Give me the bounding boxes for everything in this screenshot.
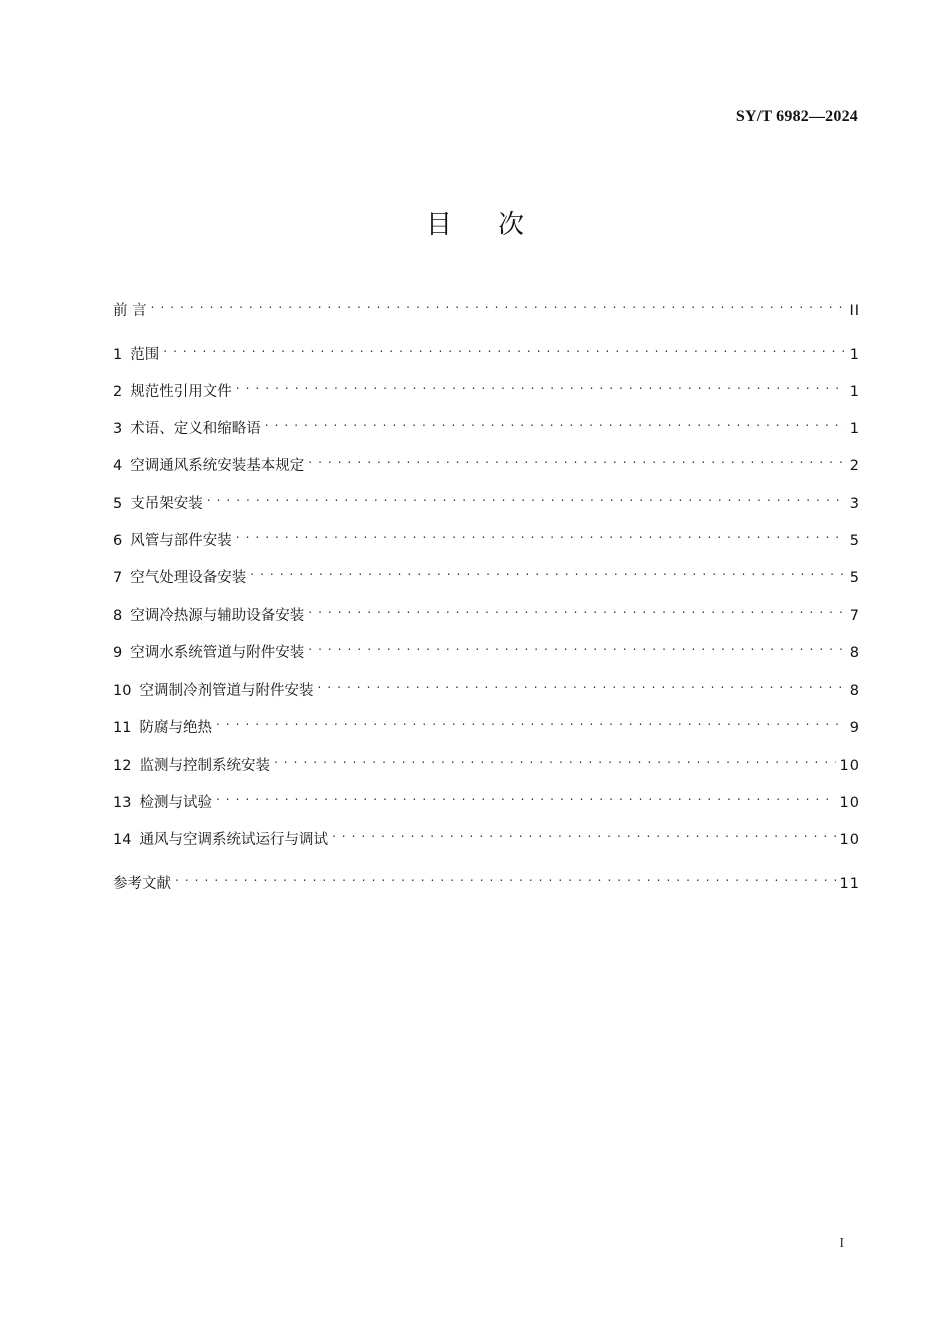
toc-entry-page: 10 [839, 832, 860, 848]
toc-leader-dots [317, 673, 845, 695]
toc-entry-label: 支吊架安装 [130, 496, 203, 512]
toc-leader-dots [216, 785, 836, 807]
toc-entry-label: 范围 [130, 347, 160, 363]
toc-entry-1[interactable] [113, 337, 860, 363]
toc-entry-number: 1 [113, 347, 123, 363]
page-title: 目次 [425, 210, 570, 240]
toc-leader-dots [175, 866, 836, 888]
toc-entry-8[interactable] [113, 598, 860, 624]
toc-entry-page: 5 [849, 570, 860, 586]
toc-entry-page: 1 [849, 347, 860, 363]
toc-entry-number: 3 [113, 421, 123, 437]
toc-entry-page: 1 [849, 421, 860, 437]
toc-entry-page: 3 [849, 496, 860, 512]
toc-entry-label: 通风与空调系统试运行与调试 [139, 832, 328, 848]
standard-number: SY/T 6982—2024 [735, 108, 858, 125]
toc-entry-page: 2 [849, 458, 860, 474]
toc-entry-label: 前 言 [113, 303, 147, 319]
toc-leader-dots [308, 635, 846, 657]
toc-entry-page: 10 [839, 758, 860, 774]
toc-entry-label: 空调制冷剂管道与附件安装 [139, 683, 314, 699]
toc-leader-dots [207, 486, 846, 508]
toc-entry-7[interactable] [113, 560, 860, 586]
toc-leader-dots [332, 822, 836, 844]
toc-entry-number: 13 [113, 795, 132, 811]
toc-entry-4[interactable] [113, 448, 860, 474]
toc-entry-label: 监测与控制系统安装 [139, 758, 270, 774]
toc-leader-dots [236, 523, 846, 545]
toc-entry-number: 11 [113, 720, 132, 736]
toc-entry-9[interactable] [113, 635, 860, 661]
toc-entry-6[interactable] [113, 523, 860, 549]
toc-entry-14[interactable] [113, 822, 860, 848]
toc-entry-page: II [849, 303, 860, 319]
toc-entry-page: 11 [839, 876, 860, 892]
toc-entry-label: 空气处理设备安装 [130, 570, 247, 586]
toc-entry-references[interactable] [113, 866, 860, 892]
toc-entry-2[interactable] [113, 374, 860, 400]
toc-leader-dots [163, 337, 846, 359]
toc-leader-dots [274, 748, 836, 770]
toc-entry-13[interactable] [113, 785, 860, 811]
toc-entry-12[interactable] [113, 748, 860, 774]
toc-leader-dots [308, 598, 846, 620]
toc-entry-page: 8 [849, 645, 860, 661]
page-number: I [839, 1236, 844, 1251]
toc-leader-dots [250, 560, 846, 582]
toc-entry-page: 10 [839, 795, 860, 811]
toc-entry-page: 9 [849, 720, 860, 736]
toc-entry-label: 防腐与绝热 [139, 720, 212, 736]
toc-entry-number: 12 [113, 758, 132, 774]
toc-entry-label: 空调水系统管道与附件安装 [130, 645, 305, 661]
toc-entry-label: 风管与部件安装 [130, 533, 232, 549]
toc-entry-foreword[interactable] [113, 293, 860, 319]
toc-entry-5[interactable] [113, 486, 860, 512]
toc-entry-3[interactable] [113, 411, 860, 437]
toc-entry-label: 检测与试验 [139, 795, 212, 811]
toc-entry-11[interactable] [113, 710, 860, 736]
toc-entry-label: 术语、定义和缩略语 [130, 421, 261, 437]
toc-entry-number: 5 [113, 496, 123, 512]
toc-entry-number: 14 [113, 832, 132, 848]
toc-entry-number: 4 [113, 458, 123, 474]
toc-entry-10[interactable] [113, 673, 860, 699]
toc-entry-number: 2 [113, 384, 123, 400]
toc-entry-number: 8 [113, 608, 123, 624]
toc-leader-dots [236, 374, 846, 396]
toc-entry-number: 7 [113, 570, 123, 586]
toc-entry-number: 10 [113, 683, 132, 699]
toc-leader-dots [216, 710, 846, 732]
toc-leader-dots [308, 448, 846, 470]
toc-entry-page: 5 [849, 533, 860, 549]
toc-entry-number: 6 [113, 533, 123, 549]
toc-entry-page: 8 [849, 683, 860, 699]
toc-entry-label: 规范性引用文件 [130, 384, 232, 400]
toc-entry-number: 9 [113, 645, 123, 661]
toc-leader-dots [151, 293, 846, 315]
toc-entry-label: 空调冷热源与辅助设备安装 [130, 608, 305, 624]
toc-entry-label: 参考文献 [113, 876, 171, 892]
toc-entry-page: 7 [849, 608, 860, 624]
toc-entry-page: 1 [849, 384, 860, 400]
toc-leader-dots [265, 411, 846, 433]
toc-entry-label: 空调通风系统安装基本规定 [130, 458, 305, 474]
